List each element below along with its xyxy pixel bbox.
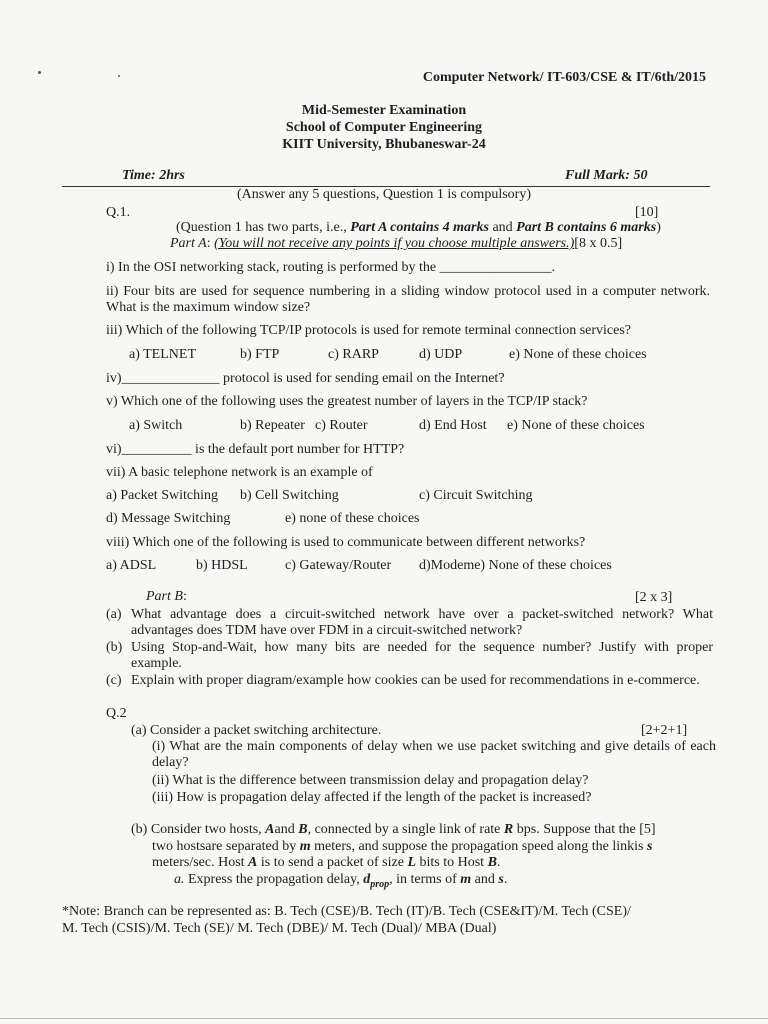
q2-b-text: bps. Suppose that the [5] bbox=[513, 822, 656, 837]
q2-b-text: meters/sec. Host bbox=[152, 855, 249, 870]
var-s: s bbox=[646, 839, 653, 854]
part-a-colon: : bbox=[206, 236, 215, 251]
var-b: B bbox=[298, 822, 308, 837]
q2-a-ii: (ii) What is the difference between transmission delay and propagation delay? bbox=[152, 773, 589, 788]
scan-speck bbox=[38, 71, 41, 74]
sub-a-tag: a. bbox=[174, 872, 185, 887]
part-b-tag: (c) bbox=[106, 673, 122, 688]
var-s: s bbox=[498, 872, 504, 887]
var-b: B bbox=[487, 855, 497, 870]
option: e) None of these choices bbox=[507, 418, 645, 433]
part-b-colon: : bbox=[182, 589, 187, 604]
option: a) Switch bbox=[129, 418, 183, 433]
part-a-warning: (You will not receive any points if you choose multiple answers.) bbox=[214, 236, 575, 251]
option: b) Cell Switching bbox=[240, 488, 339, 503]
q2-b-text: , connected by a single link of rate bbox=[307, 822, 504, 837]
q2-b-text: Express the propagation delay, bbox=[184, 872, 364, 887]
scan-speck bbox=[118, 75, 120, 77]
option: c) Circuit Switching bbox=[419, 488, 533, 503]
q2-a-iii: (iii) How is propagation delay affected if the length of the packet is increased? bbox=[152, 790, 592, 805]
q2-a-marks: [2+2+1] bbox=[641, 723, 688, 738]
q2-b-text: . bbox=[503, 872, 508, 887]
course-code: Computer Network/ IT-603/CSE & IT/6th/2015 bbox=[422, 70, 706, 85]
var-d-sub: prop bbox=[370, 878, 390, 890]
option: a) Packet Switching bbox=[106, 488, 218, 503]
scan-edge bbox=[0, 1018, 768, 1019]
branch-note-line1: *Note: Branch can be represented as: B. Tech (CSE)/B. Tech (IT)/B. Tech (CSE&IT)/M. Tech (CSE)/ bbox=[62, 904, 631, 919]
q2-b-text: and bbox=[471, 872, 499, 887]
question-v: v) Which one of the following uses the greatest number of layers in the TCP/IP stack? bbox=[106, 394, 588, 409]
option: d) End Host bbox=[419, 418, 487, 433]
question-ii: ii) Four bits are used for sequence numbering in a sliding window protocol used in a computer network. What is the maximum window size? bbox=[106, 284, 710, 315]
q2-a-i: (i) What are the main components of delay when we use packet switching and give details of each delay? bbox=[152, 739, 716, 770]
q2-b-line1 bbox=[131, 822, 656, 838]
q1-note bbox=[176, 220, 661, 236]
exam-title: Mid-Semester Examination bbox=[301, 103, 467, 118]
q2-b-text: is to send a packet of size bbox=[257, 855, 408, 870]
part-b-label: Part B bbox=[146, 589, 183, 604]
q2-b-text: bits to Host bbox=[416, 855, 488, 870]
university-name: KIIT University, Bhubaneswar-24 bbox=[282, 137, 486, 152]
branch-note-line2: M. Tech (CSIS)/M. Tech (SE)/ M. Tech (DBE)/ M. Tech (Dual)/ MBA (Dual) bbox=[62, 921, 497, 936]
part-a-marks: [8 x 0.5] bbox=[574, 236, 623, 251]
var-r: R bbox=[503, 822, 514, 837]
full-mark: Full Mark: 50 bbox=[565, 168, 648, 183]
option: b) Repeater bbox=[240, 418, 305, 433]
part-b-marks: [2 x 3] bbox=[635, 590, 673, 605]
q1-note-part-b: Part B contains 6 marks bbox=[516, 220, 657, 235]
q2-b-text: and bbox=[274, 822, 299, 837]
option: a) TELNET bbox=[129, 347, 196, 362]
option: d) Message Switching bbox=[106, 511, 231, 526]
q2-b-line2 bbox=[152, 839, 652, 855]
q1-note-text: ) bbox=[656, 220, 661, 235]
q2-b-line3 bbox=[152, 855, 500, 871]
option: d)Modeme) None of these choices bbox=[419, 558, 612, 573]
q2-b-text: two hostsare separated by bbox=[152, 839, 300, 854]
var-m: m bbox=[299, 839, 311, 854]
question-vi: vi)__________ is the default port number for HTTP? bbox=[106, 442, 405, 457]
q1-note-part-a: Part A contains 4 marks bbox=[350, 220, 489, 235]
q2-b-text: meters, and suppose the propagation speed along the linkis bbox=[310, 839, 647, 854]
var-l: L bbox=[407, 855, 416, 870]
question-vii: vii) A basic telephone network is an example of bbox=[106, 465, 373, 480]
q2-b-text: , in terms of bbox=[389, 872, 461, 887]
q2-a: (a) Consider a packet switching architecture. bbox=[131, 723, 382, 738]
option: b) HDSL bbox=[196, 558, 248, 573]
option: e) None of these choices bbox=[509, 347, 647, 362]
instruction: (Answer any 5 questions, Question 1 is compulsory) bbox=[237, 187, 531, 202]
option: c) Gateway/Router bbox=[285, 558, 392, 573]
option: b) FTP bbox=[240, 347, 280, 362]
question-iv: iv)______________ protocol is used for sending email on the Internet? bbox=[106, 371, 505, 386]
q1-marks: [10] bbox=[635, 205, 659, 220]
var-a: A bbox=[248, 855, 258, 870]
q2-b-text: . bbox=[496, 855, 501, 870]
var-d: d bbox=[363, 872, 371, 887]
option: c) RARP bbox=[328, 347, 379, 362]
q1-label: Q.1. bbox=[106, 205, 131, 220]
option: a) ADSL bbox=[106, 558, 157, 573]
q2-label: Q.2 bbox=[106, 706, 127, 721]
var-a: A bbox=[265, 822, 275, 837]
exam-time: Time: 2hrs bbox=[122, 168, 185, 183]
part-b-header bbox=[146, 589, 187, 605]
part-a-label: Part A bbox=[170, 236, 207, 251]
part-b-question: Using Stop-and-Wait, how many bits are needed for the sequence number? Justify with proper example. bbox=[131, 640, 713, 671]
school-name: School of Computer Engineering bbox=[285, 120, 483, 135]
q1-note-text: and bbox=[488, 220, 517, 235]
var-m: m bbox=[460, 872, 472, 887]
q2-b-text: (b) Consider two hosts, bbox=[131, 822, 266, 837]
q1-note-text: (Question 1 has two parts, i.e., bbox=[176, 220, 351, 235]
part-b-question: What advantage does a circuit-switched network have over a packet-switched network? What advantages does TDM have over FDM in a circuit-switched network? bbox=[131, 607, 713, 638]
part-b-tag: (a) bbox=[106, 607, 122, 622]
part-a-header bbox=[170, 236, 622, 252]
part-b-tag: (b) bbox=[106, 640, 123, 655]
q2-b-sub-a bbox=[174, 872, 507, 890]
question-i: i) In the OSI networking stack, routing is performed by the ________________. bbox=[106, 260, 556, 275]
option: d) UDP bbox=[419, 347, 463, 362]
part-b-question: Explain with proper diagram/example how cookies can be used for recommendations in e-commerce. bbox=[131, 673, 700, 688]
option: c) Router bbox=[315, 418, 368, 433]
question-viii: viii) Which one of the following is used to communicate between different networks? bbox=[106, 535, 586, 550]
option: e) none of these choices bbox=[285, 511, 420, 526]
question-iii: iii) Which of the following TCP/IP protocols is used for remote terminal connection services? bbox=[106, 323, 632, 338]
